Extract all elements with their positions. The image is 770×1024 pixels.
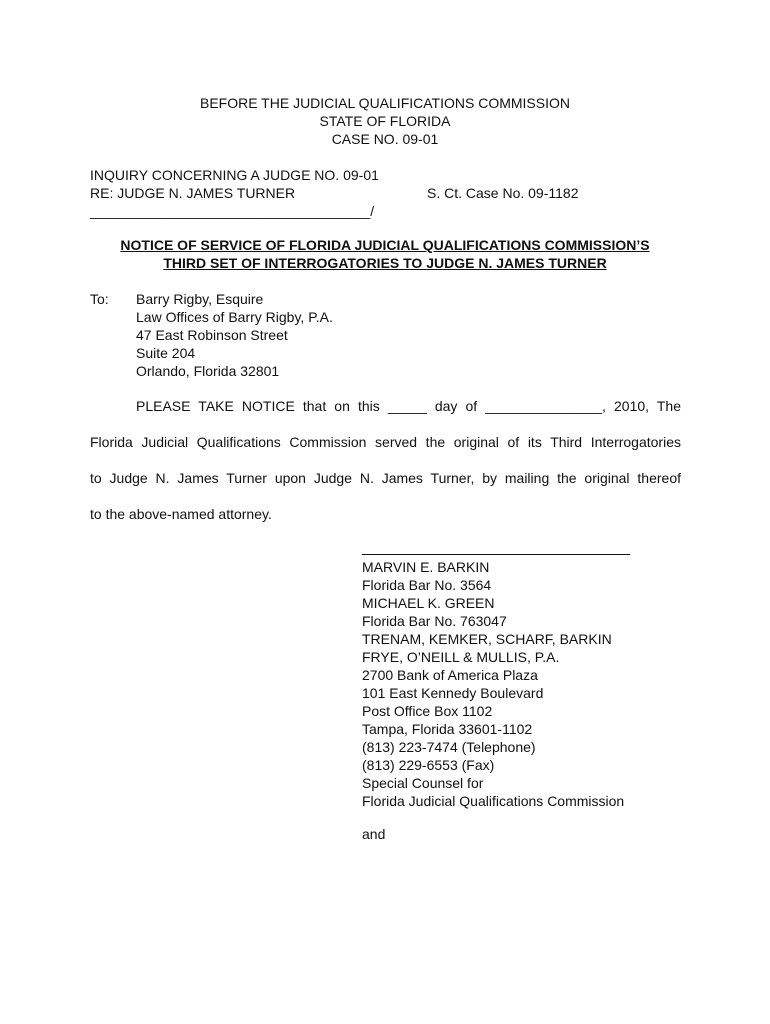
signature-text-line: Tampa, Florida 33601-1102 [362, 721, 533, 737]
title-line-1 [90, 236, 680, 254]
inquiry-line: INQUIRY CONCERNING A JUDGE NO. 09-01 [90, 167, 379, 183]
caption-commission: BEFORE THE JUDICIAL QUALIFICATIONS COMMISSION [199, 95, 570, 111]
signature-text-line: MARVIN E. BARKIN [362, 559, 490, 575]
re-judge-text: RE: JUDGE N. JAMES TURNER [90, 185, 296, 201]
signature-text-line: (813) 223-7474 (Telephone) [362, 739, 536, 755]
case-caption [90, 94, 680, 148]
signature-text-line: MICHAEL K. GREEN [362, 595, 495, 611]
paragraph-line: PLEASE TAKE NOTICE that on this _____ day of _______________, 2010, The [136, 398, 681, 414]
recipient-line: Suite 204 [136, 345, 196, 361]
caption-state: STATE OF FLORIDA [319, 113, 451, 129]
recipient-line: Orlando, Florida 32801 [136, 363, 280, 379]
title-line-2-text: THIRD SET OF INTERROGATORIES TO JUDGE N. JAMES TURNER [163, 255, 607, 271]
supreme-court-case-number: S. Ct. Case No. 09-1182 [427, 185, 579, 201]
caption-divider: ____________________________________/ [90, 203, 375, 219]
signature-text-line: FRYE, O’NEILL & MULLIS, P.A. [362, 649, 560, 665]
title-line-1-text: NOTICE OF SERVICE OF FLORIDA JUDICIAL QUALIFICATIONS COMMISSION’S [120, 237, 650, 253]
re-line [90, 184, 680, 202]
signature-text-line: 2700 Bank of America Plaza [362, 667, 538, 683]
paragraph-line: to Judge N. James Turner upon Judge N. James Turner, by mailing the original thereof [90, 470, 681, 486]
signature-text-line: TRENAM, KEMKER, SCHARF, BARKIN [362, 631, 612, 647]
recipient-label: To: [90, 291, 109, 307]
recipient-line: Barry Rigby, Esquire [136, 291, 264, 307]
signature-text-line: Florida Bar No. 3564 [362, 577, 492, 593]
signature-text-line: 101 East Kennedy Boulevard [362, 685, 544, 701]
paragraph-line: to the above-named attorney. [90, 506, 272, 522]
signature-text-line: Florida Judicial Qualifications Commission [362, 793, 625, 809]
and-conjunction: and [362, 826, 386, 842]
document-title [90, 236, 680, 272]
caption-case-number: CASE NO. 09-01 [331, 131, 439, 147]
paragraph-line: Florida Judicial Qualifications Commission served the original of its Third Interrogatories [90, 434, 681, 450]
notice-paragraph [90, 397, 681, 541]
signature-text-line: Florida Bar No. 763047 [362, 613, 507, 629]
inquiry-block [90, 166, 680, 220]
signature-text-line: (813) 229-6553 (Fax) [362, 757, 495, 773]
title-line-2 [90, 254, 680, 272]
recipient-line: 47 East Robinson Street [136, 327, 288, 343]
signature-block [362, 538, 662, 810]
recipient-line: Law Offices of Barry Rigby, P.A. [136, 309, 333, 325]
signature-text-line: Special Counsel for [362, 775, 484, 791]
recipient-address [136, 290, 333, 380]
signature-text-line: Post Office Box 1102 [362, 703, 493, 719]
signature-line [362, 554, 630, 555]
